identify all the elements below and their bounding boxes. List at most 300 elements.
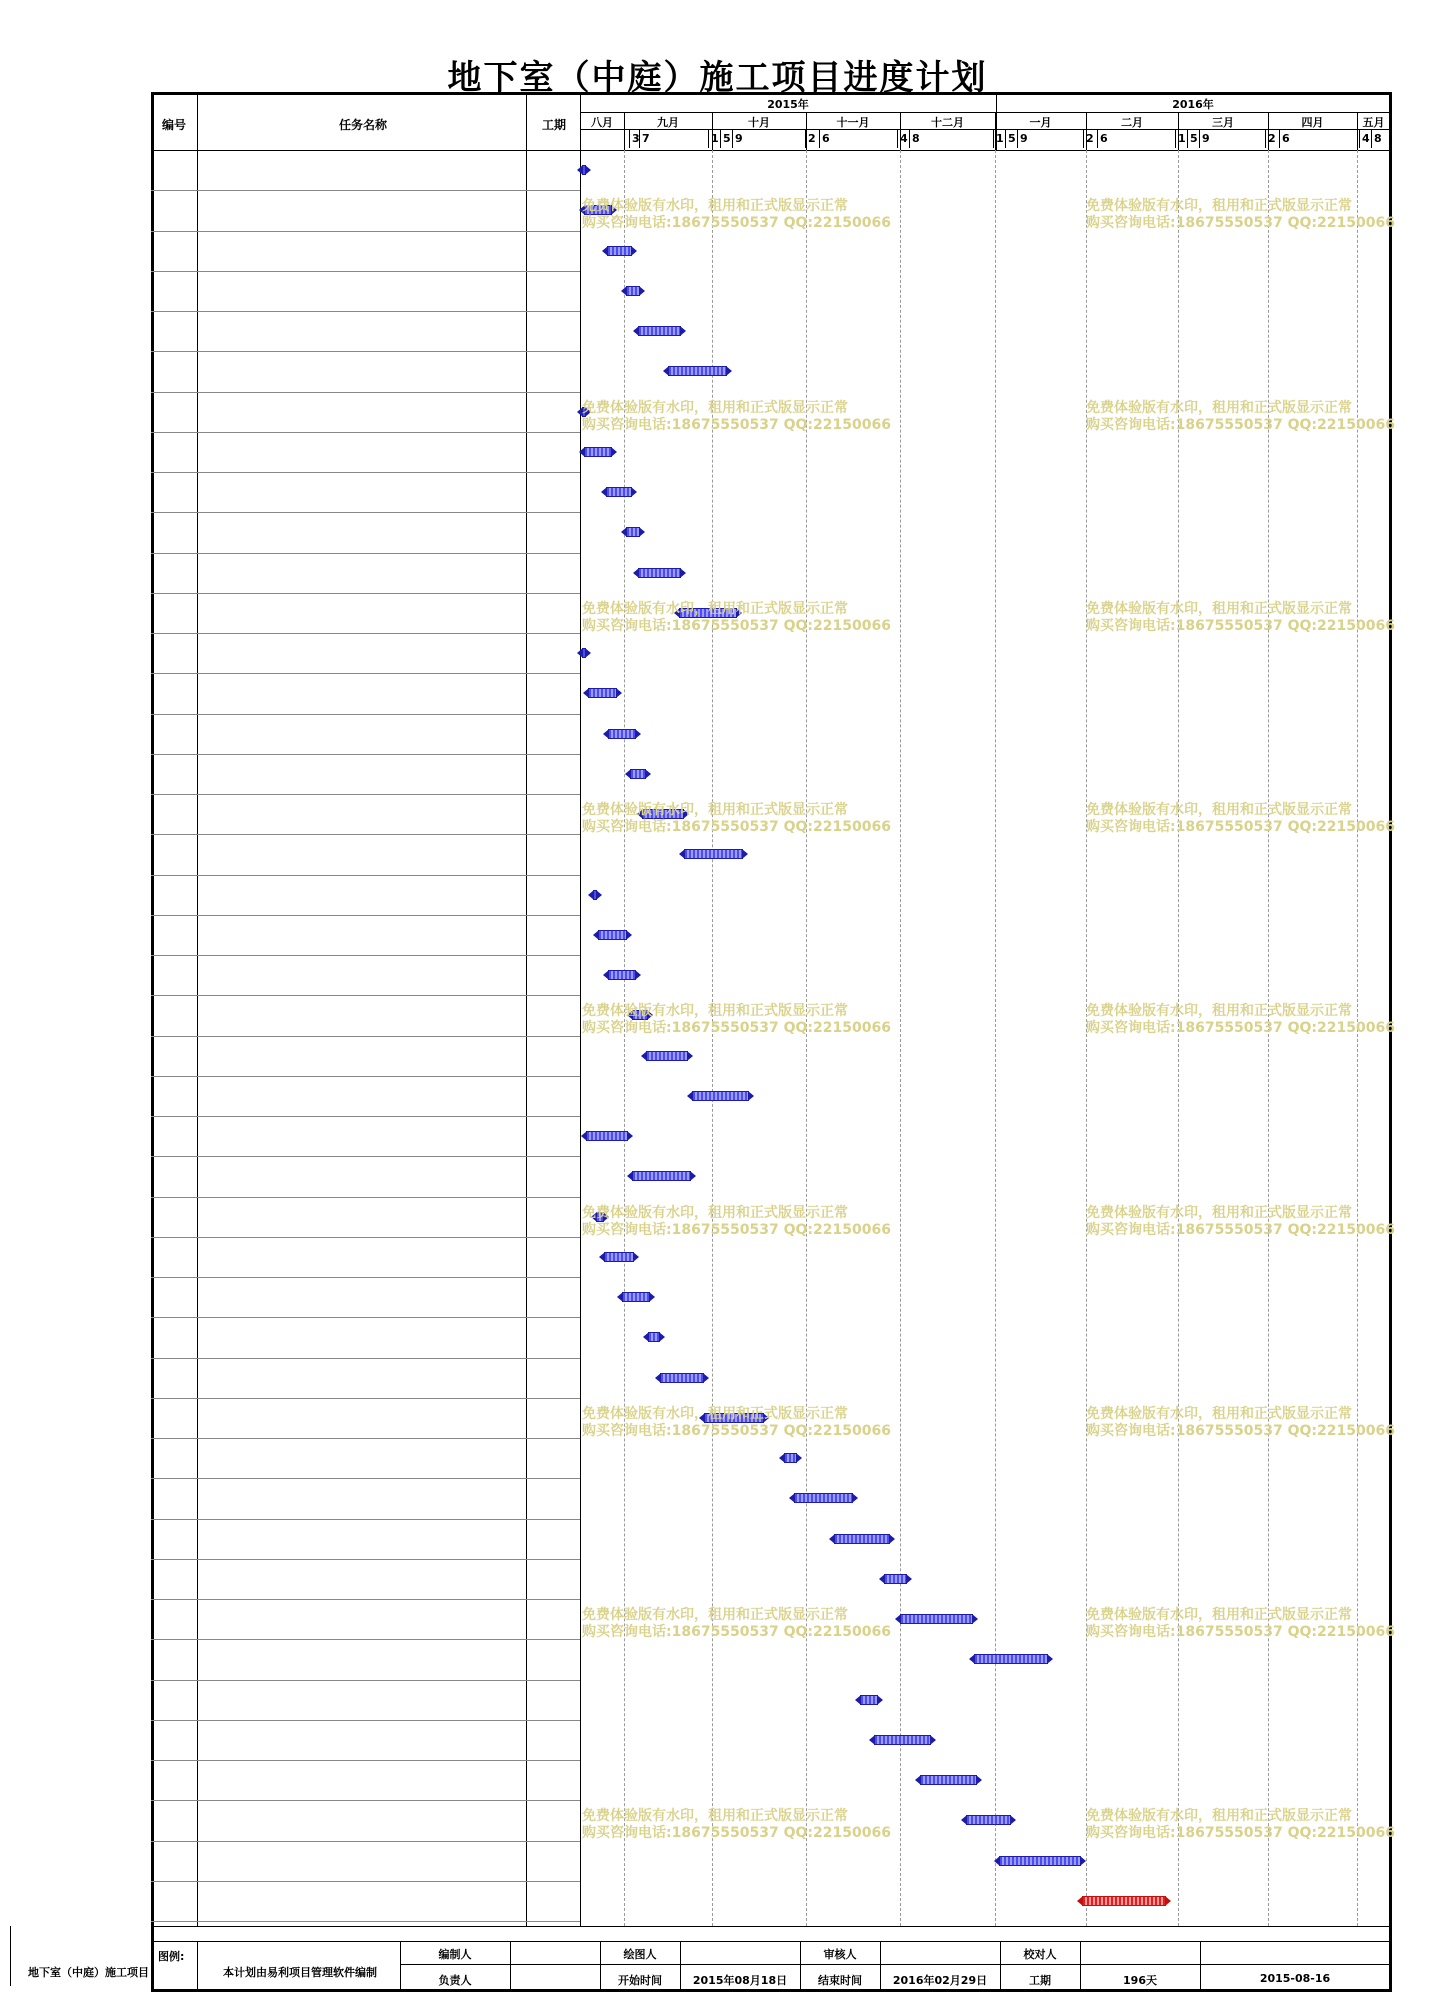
footer-divider xyxy=(800,1941,801,1989)
watermark xyxy=(1086,601,1395,635)
watermark xyxy=(1086,1808,1395,1842)
row-divider xyxy=(151,1197,580,1198)
row-divider xyxy=(151,794,580,795)
bar-end-arrow-icon xyxy=(1165,1896,1171,1906)
bar-end-arrow-icon xyxy=(1010,1815,1016,1825)
watermark-line: 购买咨询电话:18675550537 QQ:22150066 xyxy=(1086,1422,1395,1439)
row-divider xyxy=(151,392,580,393)
gantt-bar[interactable] xyxy=(900,1614,973,1624)
watermark-line: 购买咨询电话:18675550537 QQ:22150066 xyxy=(582,1020,891,1037)
footer-reviewer-label: 审核人 xyxy=(823,1948,857,1961)
bar-start-arrow-icon xyxy=(961,1815,967,1825)
footer-mid-line xyxy=(151,1941,1392,1942)
gantt-bar[interactable] xyxy=(606,487,632,497)
watermark-line: 免费体验版有水印，租用和正式版显示正常 xyxy=(1086,399,1352,416)
bar-end-arrow-icon xyxy=(645,769,651,779)
row-divider xyxy=(151,875,580,876)
bar-end-arrow-icon xyxy=(659,1332,665,1342)
day-tick-mark xyxy=(1371,130,1372,148)
row-divider xyxy=(151,1921,580,1922)
row-divider xyxy=(151,351,580,352)
day-tick-mark xyxy=(1187,130,1188,148)
bar-start-arrow-icon xyxy=(633,568,639,578)
year-label-2015: 2015年 xyxy=(767,98,809,111)
bar-start-arrow-icon xyxy=(601,487,607,497)
row-divider xyxy=(151,1237,580,1238)
row-divider xyxy=(151,1720,580,1721)
gantt-bar[interactable] xyxy=(638,326,681,336)
bar-start-arrow-icon xyxy=(579,447,585,457)
watermark xyxy=(1086,1607,1395,1641)
footer-left-note: 地下室（中庭）施工项目 xyxy=(28,1966,149,1979)
gantt-bar[interactable] xyxy=(588,688,617,698)
footer-end-label: 结束时间 xyxy=(818,1974,862,1987)
row-divider xyxy=(151,995,580,996)
watermark xyxy=(1086,1003,1395,1037)
bar-end-arrow-icon xyxy=(796,1453,802,1463)
footer-drawer-label: 绘图人 xyxy=(623,1948,657,1961)
year-label-2016: 2016年 xyxy=(1172,98,1214,111)
month-label: 八月 xyxy=(591,116,613,129)
gantt-bar[interactable] xyxy=(593,890,597,900)
gantt-bar[interactable] xyxy=(604,1252,634,1262)
gantt-bar[interactable] xyxy=(692,1091,749,1101)
bar-end-arrow-icon xyxy=(680,326,686,336)
watermark-line: 购买咨询电话:18675550537 QQ:22150066 xyxy=(582,1624,891,1640)
bar-end-arrow-icon xyxy=(742,849,748,859)
bar-start-arrow-icon xyxy=(583,688,589,698)
bar-end-arrow-icon xyxy=(976,1775,982,1785)
gantt-bar[interactable] xyxy=(874,1735,931,1745)
gantt-bar[interactable] xyxy=(794,1493,853,1503)
watermark-line: 免费体验版有水印，租用和正式版显示正常 xyxy=(582,1405,848,1422)
day-tick-mark xyxy=(805,130,806,148)
row-divider xyxy=(151,1881,580,1882)
watermark-line: 购买咨询电话:18675550537 QQ:22150066 xyxy=(582,1825,891,1842)
watermark xyxy=(582,802,891,836)
day-tick-label: 1 xyxy=(996,132,1004,145)
bar-end-arrow-icon xyxy=(972,1614,978,1624)
month-label: 三月 xyxy=(1212,116,1234,129)
gantt-bar[interactable] xyxy=(966,1815,1011,1825)
footer-start-label: 开始时间 xyxy=(618,1974,662,1987)
day-tick-label: 9 xyxy=(1020,132,1028,145)
bar-end-arrow-icon xyxy=(616,688,622,698)
day-tick-label: 4 xyxy=(1362,132,1370,145)
gantt-bar[interactable] xyxy=(684,849,743,859)
day-tick-label: 9 xyxy=(735,132,743,145)
month-label: 九月 xyxy=(657,116,679,129)
bar-end-arrow-icon xyxy=(726,366,732,376)
day-tick-mark xyxy=(708,130,709,148)
watermark xyxy=(582,1205,891,1239)
row-divider xyxy=(151,1076,580,1077)
bar-end-arrow-icon xyxy=(877,1695,883,1705)
row-divider xyxy=(151,553,580,554)
watermark-line: 免费体验版有水印，租用和正式版显示正常 xyxy=(1086,1808,1352,1825)
watermark-line: 免费体验版有水印，租用和正式版显示正常 xyxy=(582,399,848,416)
footer-divider xyxy=(880,1941,881,1989)
bar-end-arrow-icon xyxy=(906,1574,912,1584)
watermark-line: 免费体验版有水印，租用和正式版显示正常 xyxy=(1086,1003,1352,1020)
watermark-line: 免费体验版有水印，租用和正式版显示正常 xyxy=(582,1003,848,1020)
footer-divider xyxy=(400,1941,401,1989)
row-divider xyxy=(151,1800,580,1801)
watermark-line: 购买咨询电话:18675550537 QQ:22150066 xyxy=(1086,416,1395,433)
footer-manager-label: 负责人 xyxy=(438,1974,472,1987)
watermark xyxy=(582,400,891,434)
watermark-line: 免费体验版有水印，租用和正式版显示正常 xyxy=(1086,1204,1352,1221)
watermark-line: 免费体验版有水印，租用和正式版显示正常 xyxy=(582,1808,848,1825)
bar-end-arrow-icon xyxy=(626,930,632,940)
footer-checker-label: 校对人 xyxy=(1023,1948,1057,1961)
bar-start-arrow-icon xyxy=(581,1131,587,1141)
row-divider xyxy=(151,1478,580,1479)
header-col-dur: 工期 xyxy=(541,118,566,132)
watermark xyxy=(582,1003,891,1037)
bar-end-arrow-icon xyxy=(930,1735,936,1745)
day-tick-label: 2 xyxy=(1086,132,1094,145)
gantt-bar[interactable] xyxy=(607,246,632,256)
day-tick-label: 7 xyxy=(642,132,650,145)
month-label: 十一月 xyxy=(836,116,870,129)
day-tick-label: 4 xyxy=(900,132,908,145)
gantt-bar[interactable] xyxy=(834,1534,890,1544)
bar-start-arrow-icon xyxy=(603,970,609,980)
bar-start-arrow-icon xyxy=(633,326,639,336)
footer-divider xyxy=(680,1941,681,1989)
footer-date-value: 2015-08-16 xyxy=(1259,1972,1331,1985)
row-divider xyxy=(151,593,580,594)
watermark-line: 购买咨询电话:18675550537 QQ:22150066 xyxy=(582,416,891,433)
day-tick-label: 6 xyxy=(1282,132,1290,145)
footer-editor-label: 编制人 xyxy=(438,1948,472,1961)
gantt-frame xyxy=(151,92,1392,1992)
column-divider xyxy=(580,92,581,1926)
footer-divider xyxy=(510,1941,511,1989)
day-tick-mark xyxy=(993,130,994,148)
footer-row-line xyxy=(400,1964,1390,1965)
watermark-line: 免费体验版有水印，租用和正式版显示正常 xyxy=(1086,802,1352,818)
bar-end-arrow-icon xyxy=(889,1534,895,1544)
month-label: 十月 xyxy=(748,116,770,129)
gantt-bar[interactable] xyxy=(584,447,612,457)
day-tick-label: 6 xyxy=(1100,132,1108,145)
row-divider xyxy=(151,1116,580,1117)
row-divider xyxy=(151,1841,580,1842)
bar-end-arrow-icon xyxy=(585,165,591,175)
bar-end-arrow-icon xyxy=(1047,1654,1053,1664)
gantt-bar[interactable] xyxy=(660,1373,704,1383)
watermark xyxy=(1086,400,1395,434)
footer-divider xyxy=(197,1941,198,1989)
gantt-bar[interactable] xyxy=(784,1453,797,1463)
row-divider xyxy=(151,633,580,634)
watermark-line: 购买咨询电话:18675550537 QQ:22150066 xyxy=(1086,1825,1395,1842)
day-tick-mark xyxy=(1175,130,1176,148)
bar-end-arrow-icon xyxy=(631,246,637,256)
bar-end-arrow-icon xyxy=(680,568,686,578)
row-divider xyxy=(151,1599,580,1600)
gantt-bar[interactable] xyxy=(648,1332,660,1342)
gantt-bar[interactable] xyxy=(646,1051,688,1061)
bar-end-arrow-icon xyxy=(596,890,602,900)
bar-start-arrow-icon xyxy=(588,890,594,900)
column-divider xyxy=(197,92,198,1926)
gantt-bar[interactable] xyxy=(999,1856,1081,1866)
bar-start-arrow-icon xyxy=(789,1493,795,1503)
month-gridline xyxy=(900,150,901,1926)
watermark xyxy=(1086,198,1395,232)
day-tick-mark xyxy=(1265,130,1266,148)
gantt-bar[interactable] xyxy=(1082,1896,1166,1906)
day-tick-mark xyxy=(1199,130,1200,148)
header-bottom xyxy=(151,150,1392,151)
bar-end-arrow-icon xyxy=(687,1051,693,1061)
watermark xyxy=(582,1607,891,1641)
footer-legend-label: 图例: xyxy=(158,1950,185,1963)
gantt-bar[interactable] xyxy=(668,366,727,376)
gantt-bar[interactable] xyxy=(608,729,636,739)
day-tick-label: 5 xyxy=(1008,132,1016,145)
footer-divider xyxy=(1000,1941,1001,1989)
day-tick-mark xyxy=(897,130,898,148)
watermark-line: 免费体验版有水印，租用和正式版显示正常 xyxy=(582,198,848,215)
gantt-bar[interactable] xyxy=(582,165,586,175)
day-tick-label: 2 xyxy=(1268,132,1276,145)
row-divider xyxy=(151,915,580,916)
bar-start-arrow-icon xyxy=(617,1292,623,1302)
row-divider xyxy=(151,432,580,433)
watermark xyxy=(582,601,891,635)
day-tick-label: 5 xyxy=(723,132,731,145)
row-divider xyxy=(151,1680,580,1681)
watermark-line: 购买咨询电话:18675550537 QQ:22150066 xyxy=(1086,1020,1395,1037)
watermark-line: 购买咨询电话:18675550537 QQ:22150066 xyxy=(1086,617,1395,634)
bar-start-arrow-icon xyxy=(621,527,627,537)
row-divider xyxy=(151,1398,580,1399)
day-tick-label: 5 xyxy=(1190,132,1198,145)
gantt-bar[interactable] xyxy=(586,1131,628,1141)
page-title: 地下室（中庭）施工项目进度计划 xyxy=(447,58,988,98)
day-tick-label: 3 xyxy=(632,132,640,145)
row-divider xyxy=(151,673,580,674)
bar-start-arrow-icon xyxy=(599,1252,605,1262)
row-divider xyxy=(151,271,580,272)
day-tick-mark xyxy=(629,130,630,148)
bar-start-arrow-icon xyxy=(603,729,609,739)
watermark-line: 购买咨询电话:18675550537 QQ:22150066 xyxy=(1086,819,1395,835)
watermark-line: 免费体验版有水印，租用和正式版显示正常 xyxy=(1086,198,1352,215)
watermark-line: 购买咨询电话:18675550537 QQ:22150066 xyxy=(582,1221,891,1238)
bar-end-arrow-icon xyxy=(635,729,641,739)
bar-start-arrow-icon xyxy=(593,930,599,940)
row-divider xyxy=(151,1317,580,1318)
row-divider xyxy=(151,1358,580,1359)
row-divider xyxy=(151,311,580,312)
bar-start-arrow-icon xyxy=(655,1373,661,1383)
bar-start-arrow-icon xyxy=(643,1332,649,1342)
row-divider xyxy=(151,1277,580,1278)
row-divider xyxy=(151,512,580,513)
row-divider xyxy=(151,714,580,715)
bar-start-arrow-icon xyxy=(779,1453,785,1463)
gantt-bar[interactable] xyxy=(626,527,640,537)
watermark xyxy=(582,198,891,232)
bar-end-arrow-icon xyxy=(631,487,637,497)
gantt-bar[interactable] xyxy=(974,1654,1048,1664)
row-divider xyxy=(151,955,580,956)
bar-end-arrow-icon xyxy=(748,1091,754,1101)
row-divider xyxy=(151,231,580,232)
bar-start-arrow-icon xyxy=(1077,1896,1083,1906)
gantt-bar[interactable] xyxy=(860,1695,878,1705)
bar-start-arrow-icon xyxy=(577,165,583,175)
row-divider xyxy=(151,1519,580,1520)
bar-start-arrow-icon xyxy=(895,1614,901,1624)
watermark xyxy=(1086,1406,1395,1440)
row-divider xyxy=(151,754,580,755)
gantt-bar[interactable] xyxy=(632,1171,691,1181)
footer-duration-value: 196天 xyxy=(1123,1974,1157,1987)
day-tick-label: 8 xyxy=(912,132,920,145)
month-label: 一月 xyxy=(1029,116,1052,129)
watermark-line: 购买咨询电话:18675550537 QQ:22150066 xyxy=(1086,215,1395,232)
bar-start-arrow-icon xyxy=(679,849,685,859)
row-divider xyxy=(151,1639,580,1640)
day-tick-label: 2 xyxy=(808,132,816,145)
footer-start-value: 2015年08月18日 xyxy=(692,1974,788,1987)
row-divider xyxy=(151,190,580,191)
gantt-bar[interactable] xyxy=(638,568,681,578)
day-tick-mark xyxy=(720,130,721,148)
day-tick-label: 1 xyxy=(1178,132,1186,145)
bar-start-arrow-icon xyxy=(602,246,608,256)
day-tick-label: 1 xyxy=(711,132,719,145)
bar-start-arrow-icon xyxy=(627,1171,633,1181)
day-tick-mark xyxy=(1097,130,1098,148)
day-tick-mark xyxy=(1359,130,1360,148)
bar-start-arrow-icon xyxy=(641,1051,647,1061)
row-divider xyxy=(151,1559,580,1560)
watermark-line: 免费体验版有水印，租用和正式版显示正常 xyxy=(582,1204,848,1221)
gantt-bar[interactable] xyxy=(608,970,636,980)
watermark-line: 购买咨询电话:18675550537 QQ:22150066 xyxy=(1086,1624,1395,1640)
day-tick-label: 9 xyxy=(1202,132,1210,145)
bar-end-arrow-icon xyxy=(639,286,645,296)
bar-end-arrow-icon xyxy=(585,648,591,658)
watermark-line: 免费体验版有水印，租用和正式版显示正常 xyxy=(582,600,848,617)
bar-start-arrow-icon xyxy=(577,648,583,658)
day-tick-label: 8 xyxy=(1374,132,1382,145)
watermark xyxy=(1086,802,1395,836)
gantt-bar[interactable] xyxy=(920,1775,977,1785)
gantt-bar[interactable] xyxy=(622,1292,650,1302)
bar-end-arrow-icon xyxy=(635,970,641,980)
day-tick-mark xyxy=(1279,130,1280,148)
row-divider xyxy=(151,1438,580,1439)
watermark-line: 免费体验版有水印，租用和正式版显示正常 xyxy=(582,802,848,818)
bar-start-arrow-icon xyxy=(625,769,631,779)
bar-end-arrow-icon xyxy=(690,1171,696,1181)
bar-end-arrow-icon xyxy=(649,1292,655,1302)
watermark-line: 购买咨询电话:18675550537 QQ:22150066 xyxy=(582,617,891,634)
watermark xyxy=(582,1406,891,1440)
gantt-bar[interactable] xyxy=(626,286,640,296)
bar-end-arrow-icon xyxy=(633,1252,639,1262)
gantt-bar[interactable] xyxy=(884,1574,907,1584)
bar-start-arrow-icon xyxy=(621,286,627,296)
row-divider xyxy=(151,1036,580,1037)
bar-start-arrow-icon xyxy=(994,1856,1000,1866)
column-divider xyxy=(526,92,527,1926)
row-divider xyxy=(151,1760,580,1761)
bar-end-arrow-icon xyxy=(639,527,645,537)
footer-divider xyxy=(600,1941,601,1989)
footer-left-tick xyxy=(10,1926,11,1986)
bar-start-arrow-icon xyxy=(869,1735,875,1745)
watermark-line: 免费体验版有水印，租用和正式版显示正常 xyxy=(1086,1607,1352,1623)
gantt-bar[interactable] xyxy=(630,769,646,779)
month-label: 二月 xyxy=(1121,116,1143,129)
watermark-line: 购买咨询电话:18675550537 QQ:22150066 xyxy=(582,819,891,835)
gantt-bar[interactable] xyxy=(582,648,586,658)
watermark-line: 免费体验版有水印，租用和正式版显示正常 xyxy=(1086,600,1352,617)
bar-end-arrow-icon xyxy=(611,447,617,457)
header-col-name: 任务名称 xyxy=(338,118,387,132)
row-divider xyxy=(151,834,580,835)
bar-end-arrow-icon xyxy=(852,1493,858,1503)
footer-software-note: 本计划由易利项目管理软件编制 xyxy=(223,1966,377,1979)
bar-end-arrow-icon xyxy=(627,1131,633,1141)
watermark-line: 购买咨询电话:18675550537 QQ:22150066 xyxy=(582,215,891,232)
bar-start-arrow-icon xyxy=(663,366,669,376)
footer-duration-label: 工期 xyxy=(1029,1974,1051,1987)
watermark xyxy=(582,1808,891,1842)
day-tick-mark xyxy=(1017,130,1018,148)
watermark-line: 购买咨询电话:18675550537 QQ:22150066 xyxy=(582,1422,891,1439)
gantt-bar[interactable] xyxy=(598,930,627,940)
bar-start-arrow-icon xyxy=(687,1091,693,1101)
footer-divider xyxy=(1080,1941,1081,1989)
row-divider xyxy=(151,472,580,473)
day-tick-mark xyxy=(1083,130,1084,148)
bar-start-arrow-icon xyxy=(969,1654,975,1664)
day-tick-mark xyxy=(732,130,733,148)
bar-start-arrow-icon xyxy=(829,1534,835,1544)
day-tick-mark xyxy=(909,130,910,148)
bar-start-arrow-icon xyxy=(915,1775,921,1785)
watermark xyxy=(1086,1205,1395,1239)
bar-end-arrow-icon xyxy=(703,1373,709,1383)
bar-start-arrow-icon xyxy=(879,1574,885,1584)
day-tick-mark xyxy=(1005,130,1006,148)
month-label: 四月 xyxy=(1301,116,1324,129)
row-divider xyxy=(151,1156,580,1157)
watermark-line: 购买咨询电话:18675550537 QQ:22150066 xyxy=(1086,1221,1395,1238)
watermark-line: 免费体验版有水印，租用和正式版显示正常 xyxy=(582,1607,848,1623)
month-label: 五月 xyxy=(1362,116,1385,129)
footer-divider xyxy=(1200,1941,1201,1989)
header-col-id: 编号 xyxy=(161,118,186,132)
footer-top-line xyxy=(151,1926,1392,1927)
day-tick-mark xyxy=(819,130,820,148)
day-tick-label: 6 xyxy=(822,132,830,145)
footer-end-value: 2016年02月29日 xyxy=(892,1974,988,1987)
watermark-line: 免费体验版有水印，租用和正式版显示正常 xyxy=(1086,1405,1352,1422)
bar-end-arrow-icon xyxy=(1080,1856,1086,1866)
month-label: 十二月 xyxy=(931,116,964,129)
